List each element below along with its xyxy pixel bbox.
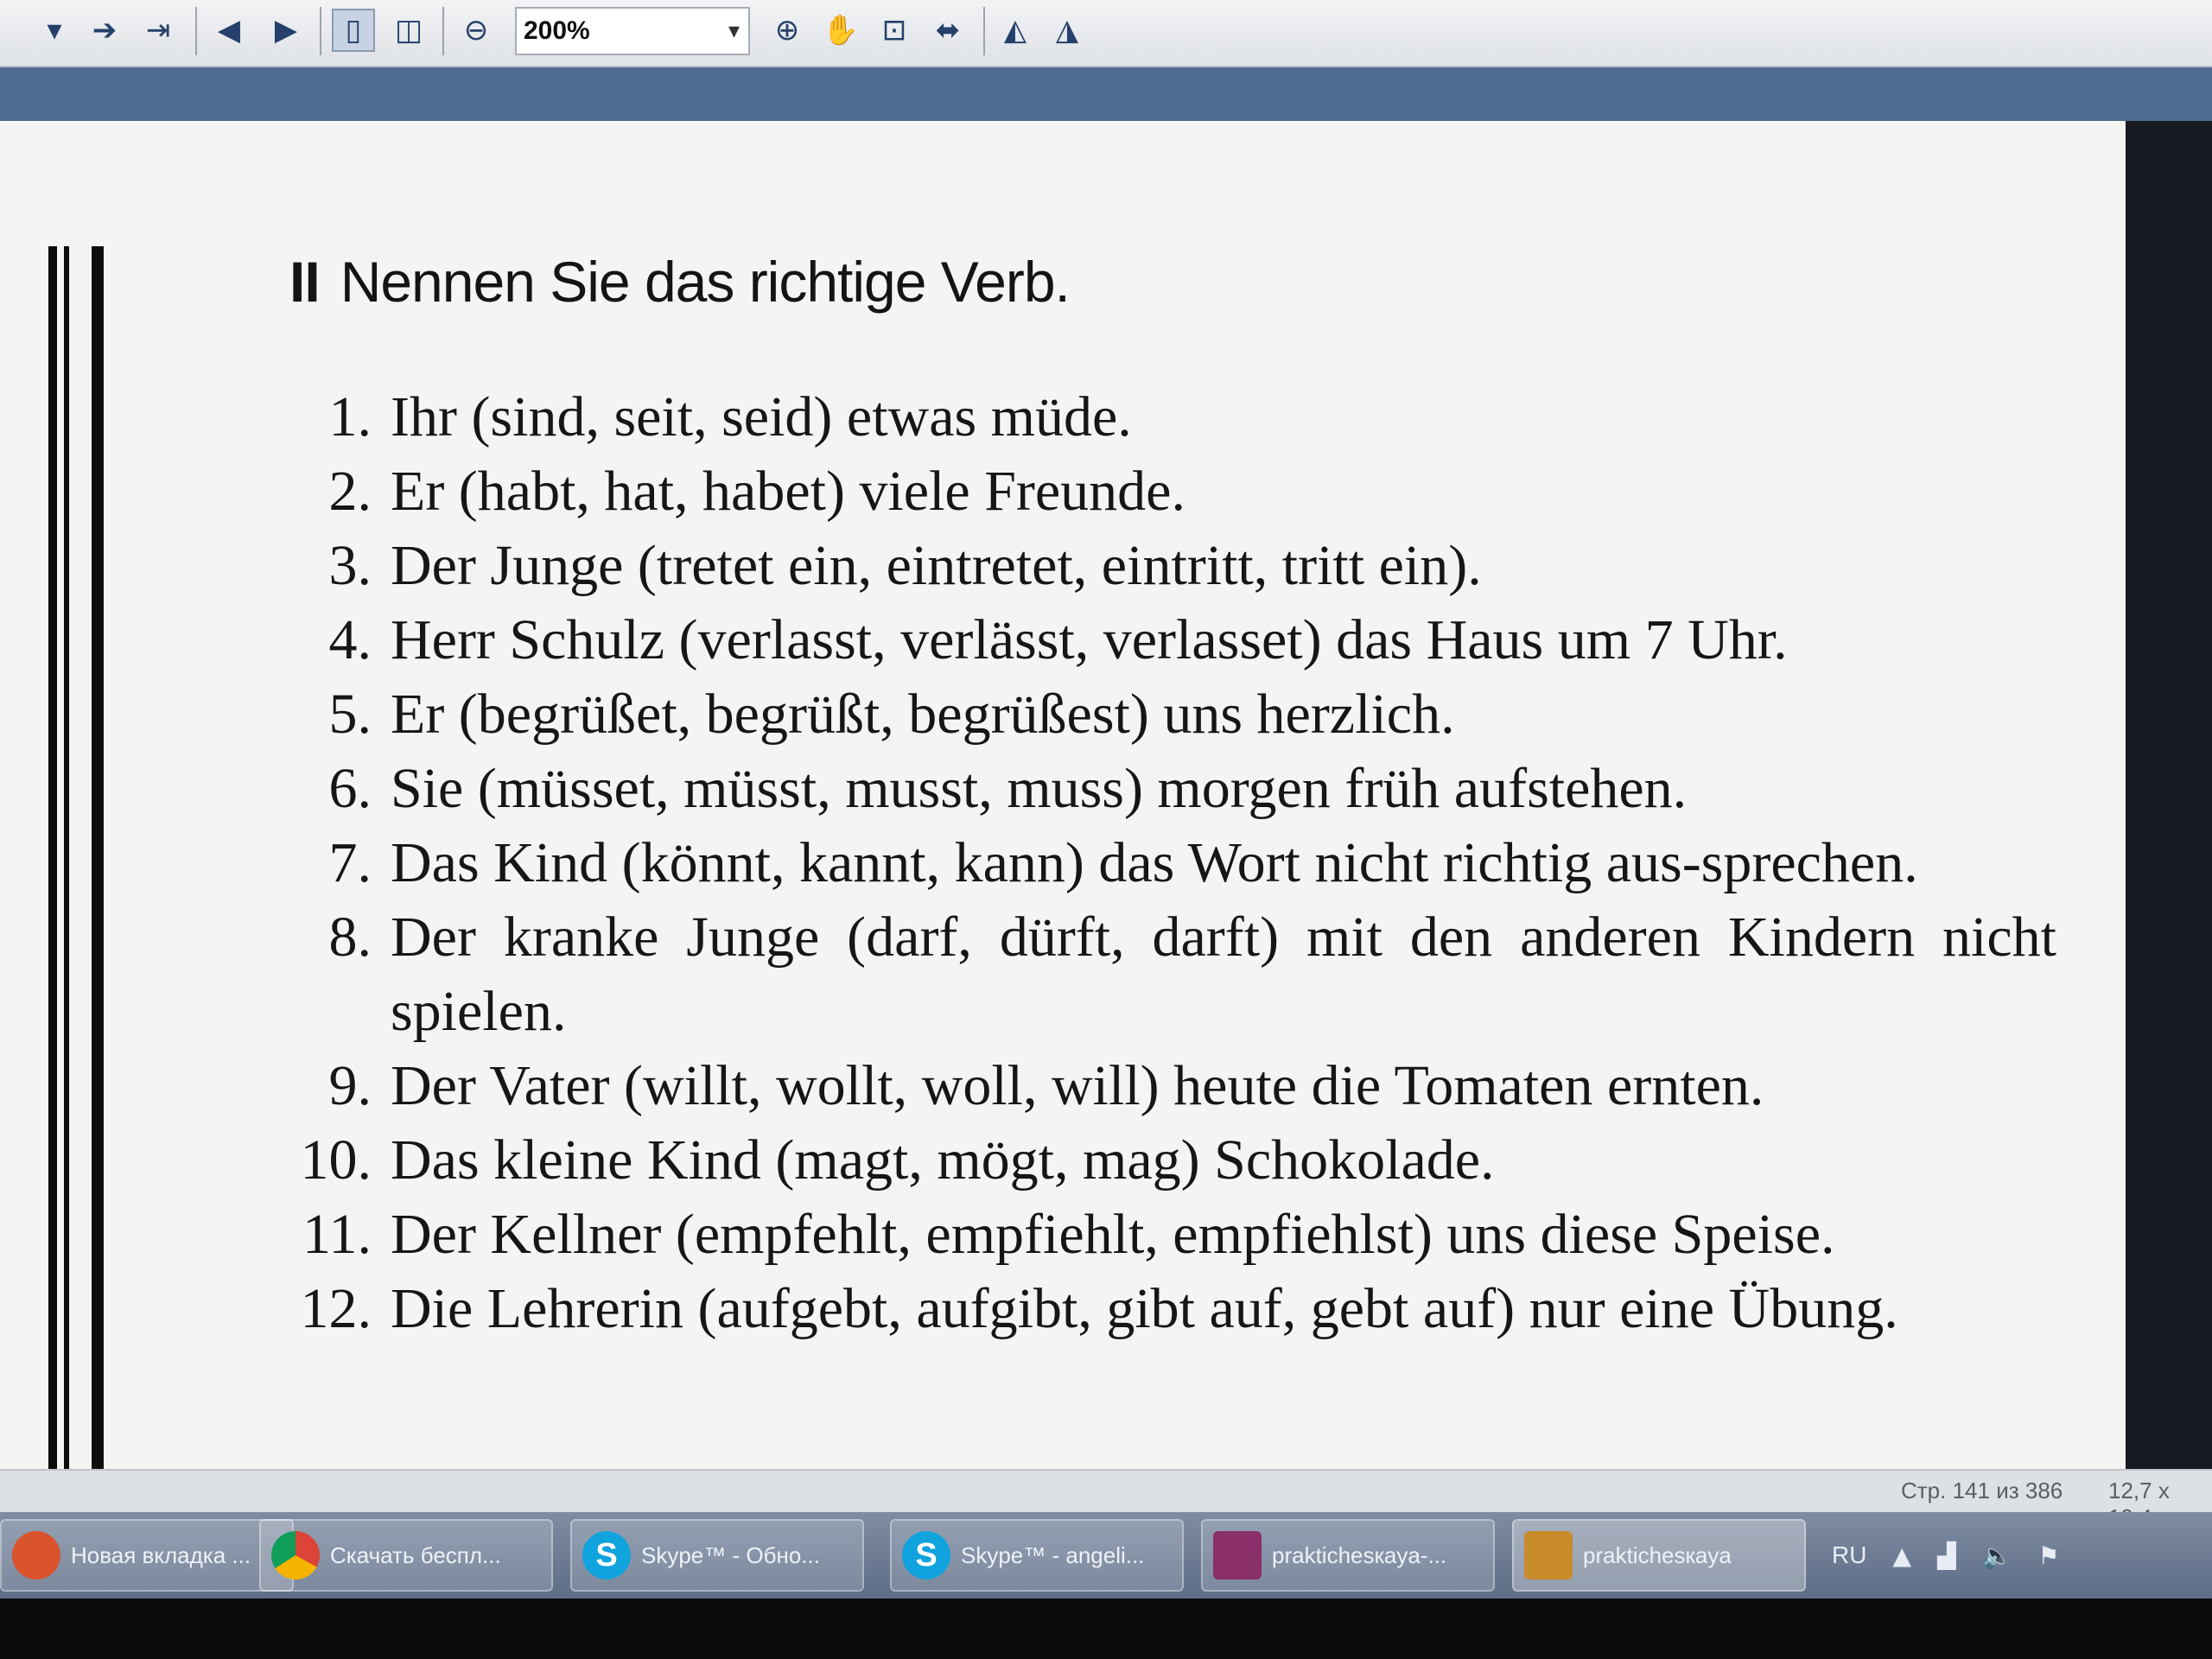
dropdown-arrow-icon[interactable]: ▾ <box>47 13 62 48</box>
item-number: 12. <box>300 1277 372 1340</box>
item-number: 11. <box>302 1203 372 1266</box>
page-border-rule <box>48 246 57 1551</box>
page-indicator: Стр. 141 из 386 <box>1901 1478 2063 1503</box>
viewer-background <box>2126 121 2212 1469</box>
toolbar-separator <box>320 7 321 55</box>
taskbar <box>0 1512 2212 1599</box>
list-item <box>276 603 2056 677</box>
rotate-left-icon[interactable]: ◭ <box>1003 13 1027 48</box>
skype-icon: S <box>902 1531 950 1580</box>
item-number: 2. <box>328 460 372 523</box>
item-text: Sie (müsset, müsst, musst, muss) morgen früh aufstehen. <box>391 757 1688 820</box>
rotate-right-icon[interactable]: ◮ <box>1055 13 1079 48</box>
item-text: Der Junge (tretet ein, eintretet, eintritt, tritt ein). <box>391 534 1482 597</box>
hand-tool-icon[interactable]: ✋ <box>822 13 860 48</box>
section-number: II <box>289 250 320 314</box>
heading-text: Nennen Sie das richtige Verb. <box>340 250 1070 314</box>
item-text: Das Kind (könnt, kannt, kann) das Wort nicht richtig aus-sprechen. <box>391 831 1918 894</box>
list-item <box>276 1198 2056 1272</box>
item-text: Herr Schulz (verlasst, verlässt, verlasset) das Haus um 7 Uhr. <box>391 608 1788 671</box>
fit-page-icon[interactable]: ⊡ <box>881 13 907 48</box>
taskbar-button-label: Скачать беспл... <box>330 1541 501 1568</box>
item-number: 10. <box>300 1128 372 1192</box>
page-size-indicator: 12,7 x <box>2108 1478 2170 1503</box>
item-text: Die Lehrerin (aufgebt, aufgibt, gibt auf, gebt auf) nur eine Übung. <box>391 1277 1898 1340</box>
list-item <box>276 826 2056 900</box>
back-circle-icon[interactable]: ◀ <box>217 13 241 48</box>
toolbar-separator <box>195 7 197 55</box>
skype-icon: S <box>582 1531 631 1580</box>
list-item <box>276 380 2056 454</box>
item-text: Das kleine Kind (magt, mögt, mag) Schokolade. <box>391 1128 1495 1192</box>
fit-width-icon[interactable]: ⬌ <box>935 13 961 48</box>
flag-icon[interactable]: ⚑ <box>2037 1541 2060 1570</box>
taskbar-button[interactable] <box>890 1519 1184 1592</box>
taskbar-button[interactable] <box>570 1519 864 1592</box>
forward-circle-icon[interactable]: ▶ <box>274 13 298 48</box>
exercise-heading <box>289 249 1070 315</box>
zoom-in-icon[interactable]: ⊕ <box>774 13 800 48</box>
item-text: Der Kellner (empfehlt, empfiehlt, empfiehlst) uns diese Speise. <box>391 1203 1835 1266</box>
item-text: Er (habt, hat, habet) viele Freunde. <box>391 460 1185 523</box>
page-border-rule <box>64 246 69 1551</box>
item-number: 7. <box>328 831 372 894</box>
item-number: 1. <box>328 385 372 448</box>
list-item <box>276 1049 2056 1123</box>
taskbar-button[interactable] <box>1512 1519 1806 1592</box>
toolbar-separator <box>983 7 985 55</box>
last-page-icon[interactable]: ⇥ <box>145 13 171 48</box>
arrow-right-icon[interactable]: ➔ <box>92 13 118 48</box>
item-text: Der kranke Junge (darf, dürft, darft) mit den anderen Kindern nicht spielen. <box>391 906 2056 1043</box>
zoom-select[interactable] <box>515 7 750 55</box>
toolbar-separator <box>442 7 444 55</box>
list-item <box>276 1123 2056 1198</box>
network-icon[interactable]: ▟ <box>1937 1541 1956 1570</box>
item-text: Ihr (sind, seit, seid) etwas müde. <box>391 385 1132 448</box>
taskbar-button[interactable] <box>259 1519 553 1592</box>
list-item <box>276 454 2056 529</box>
chevron-down-icon[interactable]: ▾ <box>728 17 740 43</box>
page-border-rule <box>92 246 104 1551</box>
item-number: 4. <box>328 608 372 671</box>
list-item <box>276 752 2056 826</box>
list-item <box>276 677 2056 752</box>
toolbar-divider-band <box>0 67 2212 121</box>
taskbar-button-label: Новая вкладка ... <box>71 1541 251 1568</box>
taskbar-button-label: Skype™ - Обно... <box>641 1541 820 1568</box>
item-number: 9. <box>328 1054 372 1117</box>
taskbar-button-label: Skype™ - angeli... <box>961 1541 1145 1568</box>
list-item <box>276 900 2056 1049</box>
item-number: 3. <box>328 534 372 597</box>
list-item <box>276 1272 2056 1346</box>
monitor-bezel <box>0 1599 2212 1659</box>
document-icon <box>1524 1531 1573 1580</box>
taskbar-button-label: praktichesкaya <box>1583 1541 1732 1568</box>
taskbar-button[interactable] <box>1201 1519 1495 1592</box>
two-pages-icon[interactable]: ◫ <box>394 13 423 48</box>
item-text: Er (begrüßet, begrüßt, begrüßest) uns herzlich. <box>391 683 1455 746</box>
toolbar <box>0 0 2212 67</box>
volume-icon[interactable]: 🔈 <box>1981 1541 2012 1570</box>
status-bar <box>0 1469 2212 1514</box>
taskbar-button[interactable] <box>0 1519 294 1592</box>
show-hidden-icons-icon[interactable]: ▲ <box>1892 1541 1911 1570</box>
winrar-icon <box>1213 1531 1262 1580</box>
system-tray <box>1815 1512 2212 1599</box>
browser-tab-icon <box>12 1531 60 1580</box>
zoom-out-icon[interactable]: ⊖ <box>463 13 489 48</box>
document-page[interactable] <box>0 121 2126 1469</box>
item-text: Der Vater (willt, wollt, woll, will) heute die Tomaten ernten. <box>391 1054 1764 1117</box>
chrome-icon <box>271 1531 320 1580</box>
language-indicator[interactable]: RU <box>1832 1541 1867 1568</box>
item-number: 8. <box>328 906 372 969</box>
list-item <box>276 529 2056 603</box>
taskbar-button-label: praktichesкaya-... <box>1272 1541 1447 1568</box>
item-number: 6. <box>328 757 372 820</box>
exercise-list <box>276 380 2056 1346</box>
item-number: 5. <box>328 683 372 746</box>
single-page-icon[interactable]: ▯ <box>332 9 375 52</box>
zoom-value: 200% <box>524 16 590 45</box>
